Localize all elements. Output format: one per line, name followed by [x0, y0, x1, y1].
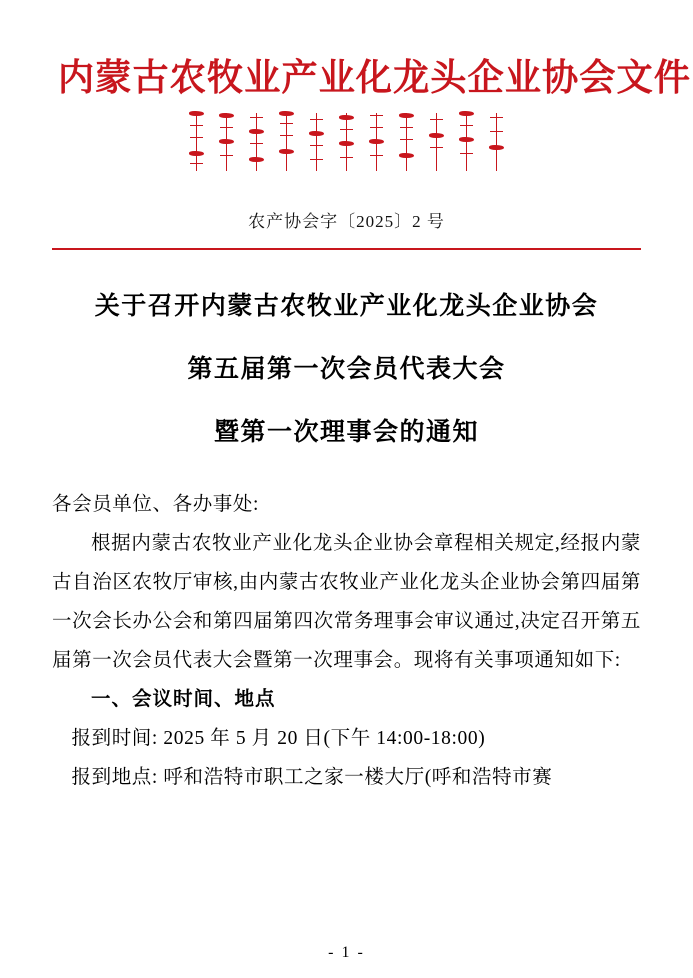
mongolian-glyph-column [399, 111, 415, 173]
mongolian-glyph-column [249, 111, 265, 173]
page-number: - 1 - [328, 944, 365, 961]
body-paragraph-1: 根据内蒙古农牧业产业化龙头企业协会章程相关规定,经报内蒙古自治区农牧厅审核,由内蒙古农牧业产业化龙头企业协会第四届第一次会长办公会和第四届第四次常务理事会审议通过,决定召开第五届第一次会员代表大会暨第一次理事会。现将有关事项通知如下: [52, 533, 641, 672]
mongolian-glyph-column [429, 111, 445, 173]
report-place-line: 报到地点: 呼和浩特市职工之家一楼大厅(呼和浩特市赛 [71, 767, 553, 789]
mongolian-glyph-column [279, 111, 295, 173]
salutation: 各会员单位、各办事处: [52, 494, 260, 516]
mongolian-glyph-column [339, 111, 355, 173]
red-separator-rule [52, 248, 641, 251]
mongolian-glyph-column [189, 111, 205, 173]
document-number: 农产协会字〔2025〕2 号 [248, 211, 445, 231]
masthead [52, 0, 691, 181]
report-time-line: 报到时间: 2025 年 5 月 20 日(下午 14:00-18:00) [71, 728, 486, 750]
section-heading-1: 一、会议时间、地点 [91, 689, 276, 711]
title-line-1: 关于召开内蒙古农牧业产业化龙头企业协会 [94, 293, 599, 321]
mongolian-glyph-column [489, 111, 505, 173]
mongolian-glyph-column [369, 111, 385, 173]
mongolian-glyph-column [459, 111, 475, 173]
document-title [52, 294, 641, 445]
mongolian-script-banner [52, 111, 641, 181]
masthead-title: 内蒙古农牧业产业化龙头企业协会文件 [57, 58, 691, 99]
mongolian-glyph-column [309, 111, 325, 173]
title-line-3: 暨第一次理事会的通知 [213, 419, 479, 447]
title-line-2: 第五届第一次会员代表大会 [187, 356, 506, 384]
mongolian-glyph-column [219, 111, 235, 173]
document-body [52, 485, 641, 797]
